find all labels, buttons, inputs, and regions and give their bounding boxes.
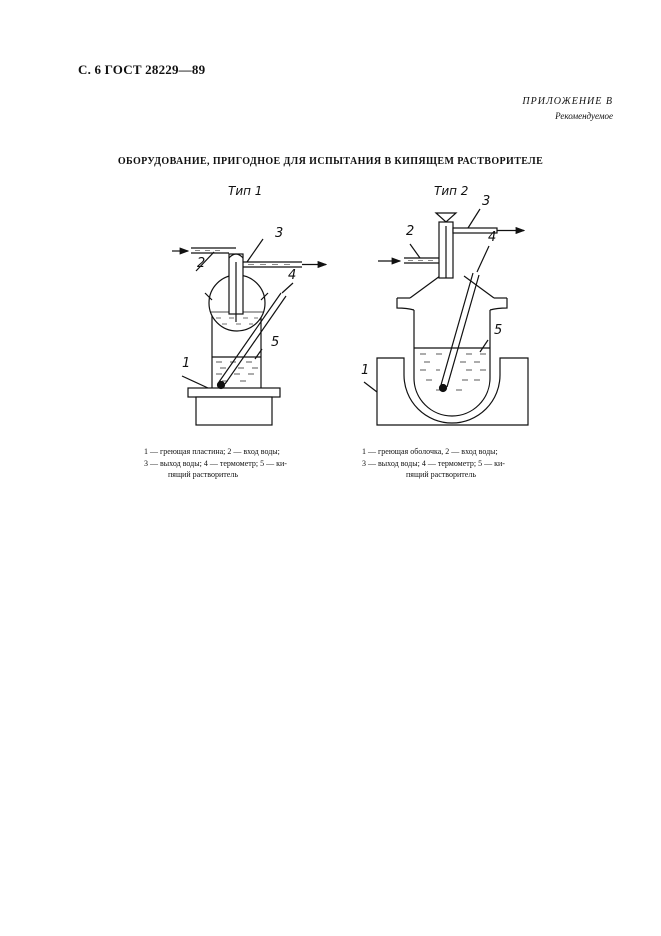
figure-2-caption [362, 446, 540, 481]
figure-1-caption-line: 1 — греющая пластина; 2 — вход воды; [144, 447, 280, 456]
fig1-callout-2: 2 [197, 256, 206, 271]
fig1-callout-4: 4 [288, 268, 297, 283]
figure-2-drawing [364, 209, 528, 425]
figure-2-caption-line: 3 — выход воды; 4 — термометр; 5 — ки- [362, 458, 505, 468]
figure-2-caption-line: пящий растворитель [406, 470, 476, 479]
fig2-callout-5: 5 [494, 323, 503, 338]
fig1-callout-3: 3 [275, 226, 284, 241]
figure-2-type-label: Тип 2 [434, 184, 469, 198]
appendix-title: ПРИЛОЖЕНИЕ В [522, 96, 613, 107]
fig2-callout-4: 4 [488, 230, 497, 245]
fig1-callout-5: 5 [271, 335, 280, 350]
appendix-status: Рекомендуемое [555, 111, 613, 121]
figure-1-caption-line: пящий растворитель [168, 470, 238, 479]
figure-1-drawing [172, 239, 326, 425]
fig2-callout-2: 2 [406, 224, 415, 239]
document-title: ОБОРУДОВАНИЕ, ПРИГОДНОЕ ДЛЯ ИСПЫТАНИЯ В КИПЯЩЕМ РАСТВОРИТЕЛЕ [117, 156, 544, 167]
figure-1-caption [144, 446, 322, 481]
fig1-callout-1: 1 [182, 356, 191, 371]
fig2-callout-1: 1 [361, 363, 370, 378]
figure-2-caption-line: 1 — греющая оболочка, 2 — вход воды; [362, 447, 498, 456]
figure-1-caption-line: 3 — выход воды; 4 — термометр; 5 — ки- [144, 458, 287, 468]
page-header: С. 6 ГОСТ 28229—89 [78, 62, 206, 77]
figure-1-type-label: Тип 1 [228, 184, 263, 198]
fig2-callout-3: 3 [482, 194, 491, 209]
